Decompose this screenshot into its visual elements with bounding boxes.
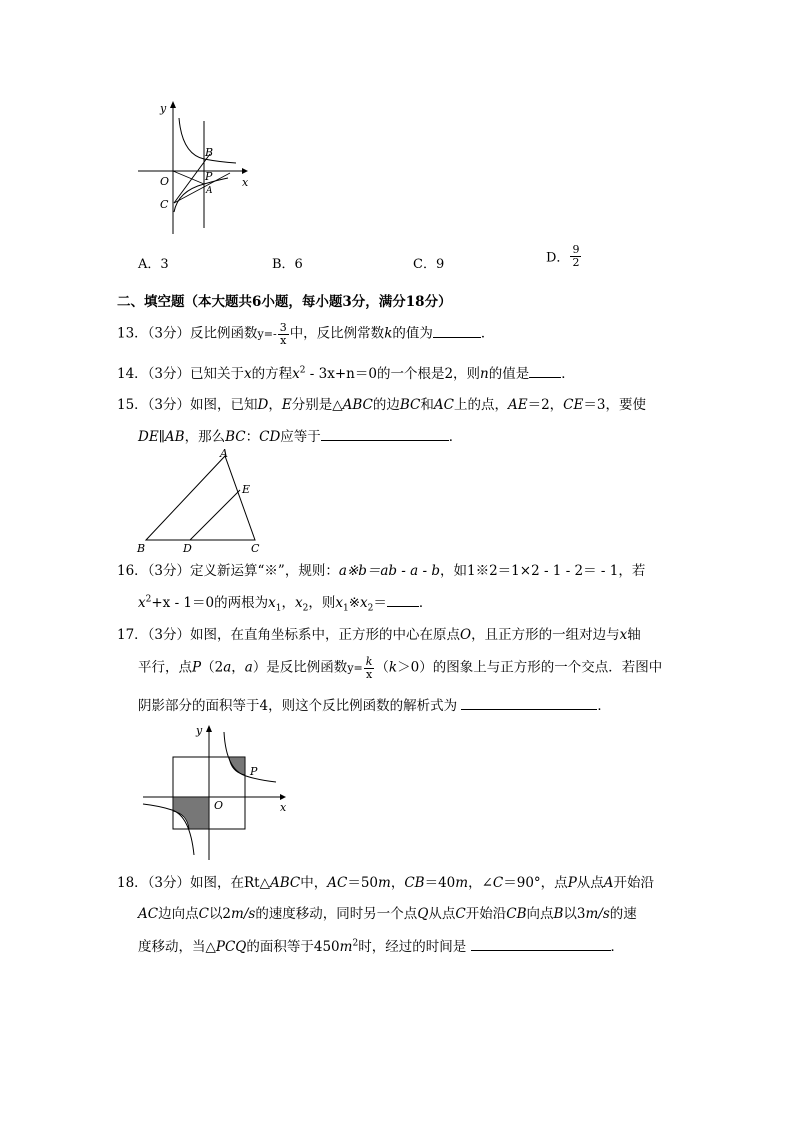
label-c: C <box>160 198 169 211</box>
label-p: P <box>205 170 213 183</box>
label-x: x <box>242 176 249 189</box>
label-x: x <box>280 801 287 814</box>
answer-blank-18[interactable] <box>471 938 611 951</box>
option-d-fraction: $\frac{9}{2}$ <box>572 243 580 269</box>
question-17-line2: 平行，点P（2a，a）是反比例函数y= $\frac{k}{x}$ （k＞0）的图象上与正方形的一个交点．若图中 <box>138 655 663 681</box>
question-18-line1: 18．（3分）如图，在Rt△ABC中，AC＝50m，CB＝40m，∠C＝90°，点P从点A开始沿 <box>117 875 655 891</box>
question-14: 14．（3分）已知关于x的方程$x^2 - 3x+n=0$的一个根是2，则n的值是 ． <box>117 365 575 382</box>
q17-figure <box>140 720 300 865</box>
label-y: y <box>160 102 167 115</box>
x-axis-arrow <box>280 794 286 800</box>
label-b: B <box>137 542 146 555</box>
answer-blank-13[interactable] <box>433 325 481 338</box>
question-17-line1: 17．（3分）如图，在直角坐标系中，正方形的中心在原点O，且正方形的一组对边与x轴 <box>117 627 641 643</box>
question-15-line1: 15．（3分）如图，已知D，E分别是△ABC的边BC和AC上的点，AE＝2，CE＝3，要使 <box>117 397 646 413</box>
label-b: B <box>205 146 214 159</box>
shaded-region-upper <box>229 757 245 775</box>
answer-blank-16[interactable] <box>387 594 419 607</box>
label-o: O <box>160 175 170 188</box>
question-17-line3: 阴影部分的面积等于4，则这个反比例函数的解析式为 ． <box>138 698 611 714</box>
option-c: C．9 <box>413 257 445 272</box>
y-axis-arrow <box>206 725 212 732</box>
label-y: y <box>196 724 203 737</box>
q12-figure <box>130 96 260 241</box>
question-15-line2: DE∥AB，那么BC：CD应等于 ． <box>138 429 463 445</box>
option-d-prefix: D． <box>546 250 570 266</box>
question-16-line1: 16．（3分）定义新运算“※”，规则：a※b＝ab - a - b，如1※2＝1×2 - 1 - 2＝ - 1，若 <box>117 563 646 579</box>
label-p: P <box>250 765 258 778</box>
option-d <box>546 244 582 268</box>
question-18-line3: 度移动，当△PCQ的面积等于$450m^2$时，经过的时间是 ． <box>138 938 624 955</box>
label-o: O <box>214 799 224 812</box>
label-d: D <box>183 542 192 555</box>
line-cp <box>174 173 230 203</box>
q15-figure <box>134 448 274 558</box>
label-e: E <box>242 483 251 496</box>
option-b: B．6 <box>272 257 303 272</box>
triangle-abc <box>146 456 255 540</box>
label-a: A <box>220 447 228 460</box>
y-axis-arrow <box>170 101 176 108</box>
label-a: A <box>206 186 213 196</box>
section-title: 二、填空题（本大题共6小题，每小题3分，满分18分） <box>117 294 452 310</box>
answer-blank-17[interactable] <box>461 697 597 710</box>
label-c: C <box>251 542 260 555</box>
option-a: A．3 <box>138 257 169 272</box>
segment-de <box>190 490 240 540</box>
x-axis-arrow <box>242 168 248 174</box>
answer-blank-14[interactable] <box>529 365 561 378</box>
question-16-line2: $x^2+x - 1=0$的两根为$x_1$，$x_2$，则$x_1※x_2=$ ． <box>138 594 433 614</box>
answer-blank-15[interactable] <box>321 428 449 441</box>
question-13: 13．（3分）反比例函数y=- $\frac{3}{x}$ 中，反比例常数k的值为 ． <box>117 321 495 347</box>
line-oa <box>173 171 204 184</box>
question-18-line2: AC边向点C以2m/s的速度移动，同时另一个点Q从点C开始沿CB向点B以3m/s的速 <box>138 906 637 922</box>
